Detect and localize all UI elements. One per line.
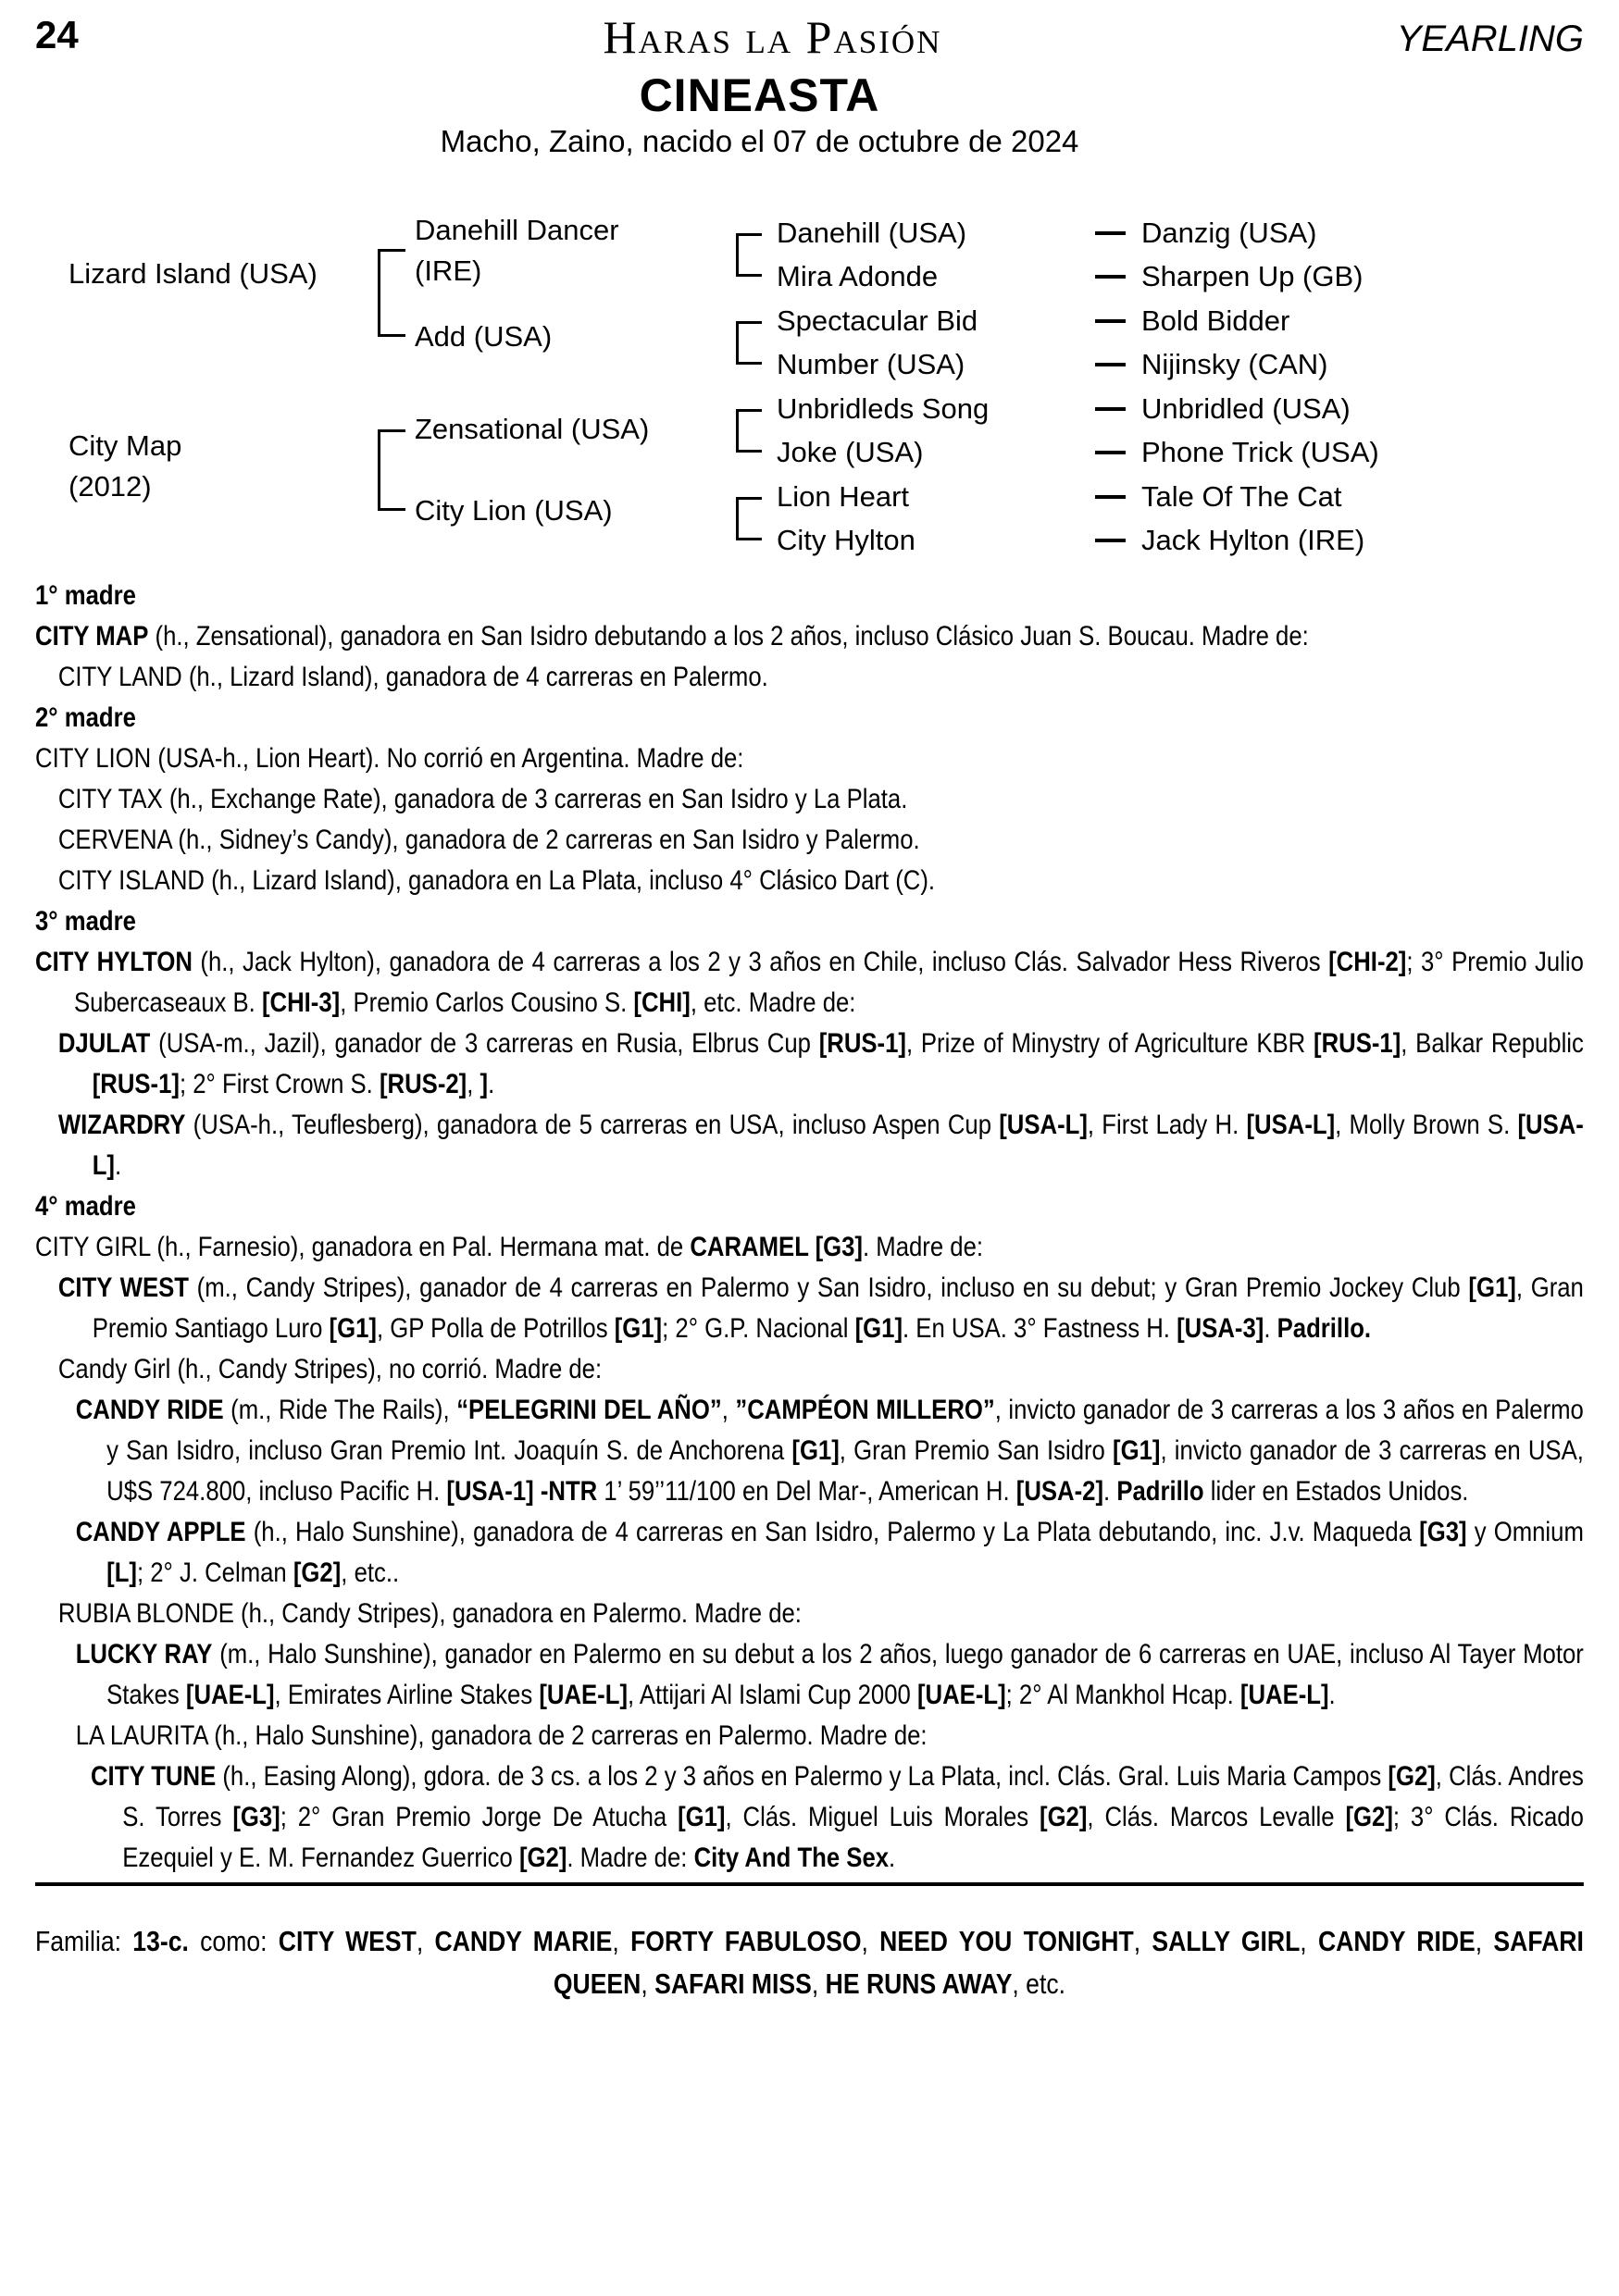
gen4-dash	[1095, 363, 1126, 366]
para-candy-apple: CANDY APPLE (h., Halo Sunshine), ganadora de 4 carreras en San Isidro, Palermo y La Plata debutando, inc. J.v. Maqueda [G3] y Omnium [L]; 2° J. Celman [G2], etc..	[75, 1517, 1584, 1588]
pedigree-gen4-name: Phone Trick (USA)	[1141, 436, 1379, 468]
pedigree-dam-line1: City Map	[68, 429, 182, 462]
pedigree-chart	[35, 207, 1584, 570]
pedigree-gen4-name: Nijinsky (CAN)	[1141, 348, 1328, 380]
pedigree-sire-sire	[415, 210, 619, 292]
gen4-dash	[1095, 495, 1126, 499]
sale-category: YEARLING	[1396, 19, 1584, 59]
pedigree-dam-dam: City Lion (USA)	[415, 494, 613, 527]
pedigree-gen3-name: Number (USA)	[777, 348, 965, 380]
third-dam-heading: 3° madre	[35, 906, 136, 937]
para-city-lion: CITY LION (USA-h., Lion Heart). No corrió en Argentina. Madre de:	[35, 743, 744, 774]
gen4-dash	[1095, 451, 1126, 454]
pedigree-gen4-name: Sharpen Up (GB)	[1141, 260, 1364, 292]
produce-record	[35, 576, 1584, 1879]
pedigree-gen3-name: Lion Heart	[777, 480, 910, 513]
para-city-map: CITY MAP (h., Zensational), ganadora en San Isidro debutando a los 2 años, incluso Clásico Juan S. Boucau. Madre de:	[35, 621, 1309, 652]
pedigree-gen4-name: Jack Hylton (IRE)	[1141, 524, 1365, 556]
pedigree-sire-sire-line2: (IRE)	[415, 254, 482, 287]
dam-bracket	[378, 429, 405, 511]
para-city-tune: CITY TUNE (h., Easing Along), gdora. de 3 cs. a los 2 y 3 años en Palermo y La Plata, incl. Clás. Gral. Luis Maria Campos [G2], Clás. Andres S. Torres [G3]; 2° Gran Premio Jorge De Atucha [G1], Clás. Miguel Luis Morales [G2], Clás. Marcos Levalle [G2]; 3° Clás. Ricado Ezequiel y E. M. Fernandez Guerrico [G2]. Madre de: City And The Sex.	[90, 1761, 1584, 1873]
pedigree-gen3-name: Spectacular Bid	[777, 304, 978, 337]
second-dam-heading: 2° madre	[35, 702, 136, 733]
para-city-land: CITY LAND (h., Lizard Island), ganadora de 4 carreras en Palermo.	[57, 662, 768, 692]
sire-bracket	[378, 249, 405, 337]
pedigree-gen3-name: Mira Adonde	[777, 260, 939, 292]
gen4-dash	[1095, 407, 1126, 411]
para-city-island: CITY ISLAND (h., Lizard Island), ganadora en La Plata, incluso 4° Clásico Dart (C).	[57, 865, 936, 896]
gen3-bracket-3	[736, 409, 762, 453]
para-city-girl: CITY GIRL (h., Farnesio), ganadora en Pal. Hermana mat. de CARAMEL [G3]. Madre de:	[35, 1232, 984, 1262]
pedigree-sire: Lizard Island (USA)	[68, 257, 318, 290]
gen4-dash	[1095, 319, 1126, 323]
fourth-dam-heading: 4° madre	[35, 1191, 136, 1222]
gen4-dash	[1095, 539, 1126, 542]
family-line: Familia: 13-c. como: CITY WEST, CANDY MARIE, FORTY FABULOSO, NEED YOU TONIGHT, SALLY GIRL, CANDY RIDE, SAFARI QUEEN, SAFARI MISS, HE RUNS AWAY, etc.	[35, 1925, 1584, 2000]
para-djulat: DJULAT (USA-m., Jazil), ganador de 3 carreras en Rusia, Elbrus Cup [RUS-1], Prize of Minystry of Agriculture KBR [RUS-1], Balkar Republic [RUS-1]; 2° First Crown S. [RUS-2], ].	[57, 1028, 1584, 1099]
page-header	[35, 13, 1584, 61]
pedigree-gen3-name: Unbridleds Song	[777, 392, 990, 425]
para-candy-girl: Candy Girl (h., Candy Stripes), no corrió. Madre de:	[57, 1354, 603, 1384]
gen4-dash	[1095, 231, 1126, 235]
pedigree-gen3-name: Danehill (USA)	[777, 217, 967, 249]
para-candy-ride: CANDY RIDE (m., Ride The Rails), “PELEGRINI DEL AÑO”, ”CAMPÉON MILLERO”, invicto ganador de 3 carreras a los 3 años en Palermo y San Isidro, incluso Gran Premio Int. Joaquín S. de Anchorena [G1], Gran Premio San Isidro [G1], invicto ganador de 3 carreras en USA, U$S 724.800, incluso Pacific H. [USA-1] -NTR 1’ 59’’11/100 en Del Mar-, American H. [USA-2]. Padrillo lider en Estados Unidos.	[75, 1395, 1584, 1507]
para-city-tax: CITY TAX (h., Exchange Rate), ganadora de 3 carreras en San Isidro y La Plata.	[57, 784, 908, 814]
footer-rule	[35, 1882, 1584, 1886]
gen3-bracket-4	[736, 497, 762, 540]
pedigree-gen3-name: Joke (USA)	[777, 436, 924, 468]
page-number: 24	[35, 13, 79, 56]
stud-name: Haras la Pasión	[603, 11, 942, 63]
para-cervena: CERVENA (h., Sidney’s Candy), ganadora de 2 carreras en San Isidro y Palermo.	[57, 825, 920, 855]
para-rubia-blonde: RUBIA BLONDE (h., Candy Stripes), ganadora en Palermo. Madre de:	[57, 1598, 802, 1629]
gen3-bracket-2	[736, 321, 762, 365]
para-city-hylton: CITY HYLTON (h., Jack Hylton), ganadora de 4 carreras a los 2 y 3 años en Chile, incluso Clás. Salvador Hess Riveros [CHI-2]; 3° Premio Julio Subercaseaux B. [CHI-3], Premio Carlos Cousino S. [CHI], etc. Madre de:	[35, 947, 1584, 1018]
para-lucky-ray: LUCKY RAY (m., Halo Sunshine), ganador en Palermo en su debut a los 2 años, luego ganador de 6 carreras en UAE, incluso Al Tayer Motor Stakes [UAE-L], Emirates Airline Stakes [UAE-L], Attijari Al Islami Cup 2000 [UAE-L]; 2° Al Mankhol Hcap. [UAE-L].	[75, 1639, 1584, 1710]
pedigree-gen4-name: Unbridled (USA)	[1141, 392, 1351, 425]
page-footer	[35, 1882, 1584, 2005]
pedigree-sire-sire-line1: Danehill Dancer	[415, 214, 619, 246]
horse-description: Macho, Zaino, nacido el 07 de octubre de 2024	[440, 124, 1079, 158]
para-la-laurita: LA LAURITA (h., Halo Sunshine), ganadora de 2 carreras en Palermo. Madre de:	[75, 1720, 928, 1751]
first-dam-heading: 1° madre	[35, 580, 136, 611]
pedigree-gen3-name: City Hylton	[777, 524, 915, 556]
title-block	[35, 70, 1584, 161]
para-wizardry: WIZARDRY (USA-h., Teuflesberg), ganadora de 5 carreras en USA, incluso Aspen Cup [USA-L], First Lady H. [USA-L], Molly Brown S. [USA-L].	[57, 1110, 1584, 1181]
pedigree-dam-sire: Zensational (USA)	[415, 413, 650, 445]
para-city-west: CITY WEST (m., Candy Stripes), ganador de 4 carreras en Palermo y San Isidro, incluso en su debut; y Gran Premio Jockey Club [G1], Gran Premio Santiago Luro [G1], GP Polla de Potrillos [G1]; 2° G.P. Nacional [G1]. En USA. 3° Fastness H. [USA-3]. Padrillo.	[57, 1272, 1584, 1344]
horse-name: CINEASTA	[639, 69, 880, 121]
pedigree-gen4-name: Bold Bidder	[1141, 304, 1290, 337]
pedigree-dam-line2: (2012)	[68, 470, 152, 503]
pedigree-sire-dam: Add (USA)	[415, 320, 553, 353]
pedigree-gen4-name: Danzig (USA)	[1141, 217, 1317, 249]
pedigree-dam	[68, 426, 181, 507]
pedigree-gen4-name: Tale Of The Cat	[1141, 480, 1342, 513]
gen4-dash	[1095, 275, 1126, 279]
gen3-bracket-1	[736, 233, 762, 277]
